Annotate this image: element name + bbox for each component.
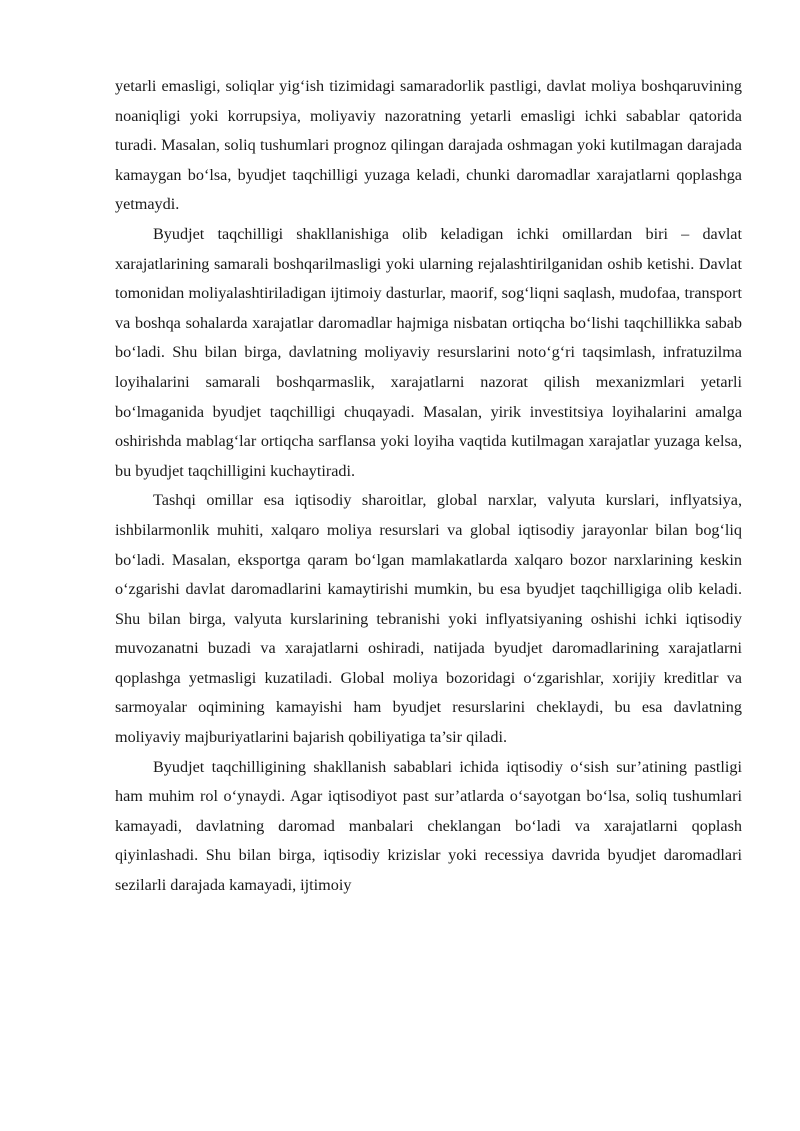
document-page: [115, 72, 742, 901]
paragraph-2: Byudjet taqchilligi shakllanishiga olib keladigan ichki omillardan biri – davlat xarajatlarining samarali boshqarilmasligi yoki ularning rejalashtirilganidan oshib ketishi. Davlat tomonidan moliyalashtiriladigan ijtimoiy dasturlar, maorif, sog‘liqni saqlash, mudofaa, transport va boshqa sohalarda xarajatlar daromadlar hajmiga nisbatan ortiqcha bo‘lishi taqchillikka sabab bo‘ladi. Shu bilan birga, davlatning moliyaviy resurslarini noto‘g‘ri taqsimlash, infratuzilma loyihalarini samarali boshqarmaslik, xarajatlarni nazorat qilish mexanizmlari yetarli bo‘lmaganida byudjet taqchilligi chuqayadi. Masalan, yirik investitsiya loyihalarini amalga oshirishda mablag‘lar ortiqcha sarflansa yoki loyiha vaqtida kutilmagan xarajatlar yuzaga kelsa, bu byudjet taqchilligini kuchaytiradi.: [115, 224, 742, 480]
paragraph-1: yetarli emasligi, soliqlar yig‘ish tizimidagi samaradorlik pastligi, davlat moliya boshqaruvining noaniqligi yoki korrupsiya, moliyaviy nazoratning yetarli emasligi ichki sabablar qatorida turadi. Masalan, soliq tushumlari prognoz qilingan darajada oshmagan yoki kutilmagan darajada kamaygan bo‘lsa, byudjet taqchilligi yuzaga keladi, chunki daromadlar xarajatlarni qoplashga yetmaydi.: [115, 77, 742, 214]
paragraph-4: Byudjet taqchilligining shakllanish sabablari ichida iqtisodiy o‘sish sur’atining pastligi ham muhim rol o‘ynaydi. Agar iqtisodiyot past sur’atlarda o‘sayotgan bo‘lsa, soliq tushumlari kamayadi, davlatning daromad manbalari cheklangan bo‘ladi va xarajatlarni qoplash qiyinlashadi. Shu bilan birga, iqtisodiy krizislar yoki recessiya davrida byudjet daromadlari sezilarli darajada kamayadi, ijtimoiy: [115, 757, 742, 895]
paragraph-3: Tashqi omillar esa iqtisodiy sharoitlar, global narxlar, valyuta kurslari, inflyatsiya, ishbilarmonlik muhiti, xalqaro moliya resurslari va global iqtisodiy jarayonlar bilan bog‘liq bo‘ladi. Masalan, eksportga qaram bo‘lgan mamlakatlarda xalqaro bozor narxlarining keskin o‘zgarishi davlat daromadlarini kamaytirishi mumkin, bu esa byudjet taqchilligiga olib keladi. Shu bilan birga, valyuta kurslarining tebranishi yoki inflyatsiyaning oshishi ichki iqtisodiy muvozanatni buzadi va xarajatlarni oshiradi, natijada byudjet daromadlarining xarajatlarni qoplashga yetmasligi kuzatiladi. Global moliya bozoridagi o‘zgarishlar, xorijiy kreditlar va sarmoyalar oqimining kamayishi ham byudjet resurslarini cheklaydi, bu esa davlatning moliyaviy majburiyatlarini bajarish qobiliyatiga ta’sir qiladi.: [115, 491, 742, 747]
